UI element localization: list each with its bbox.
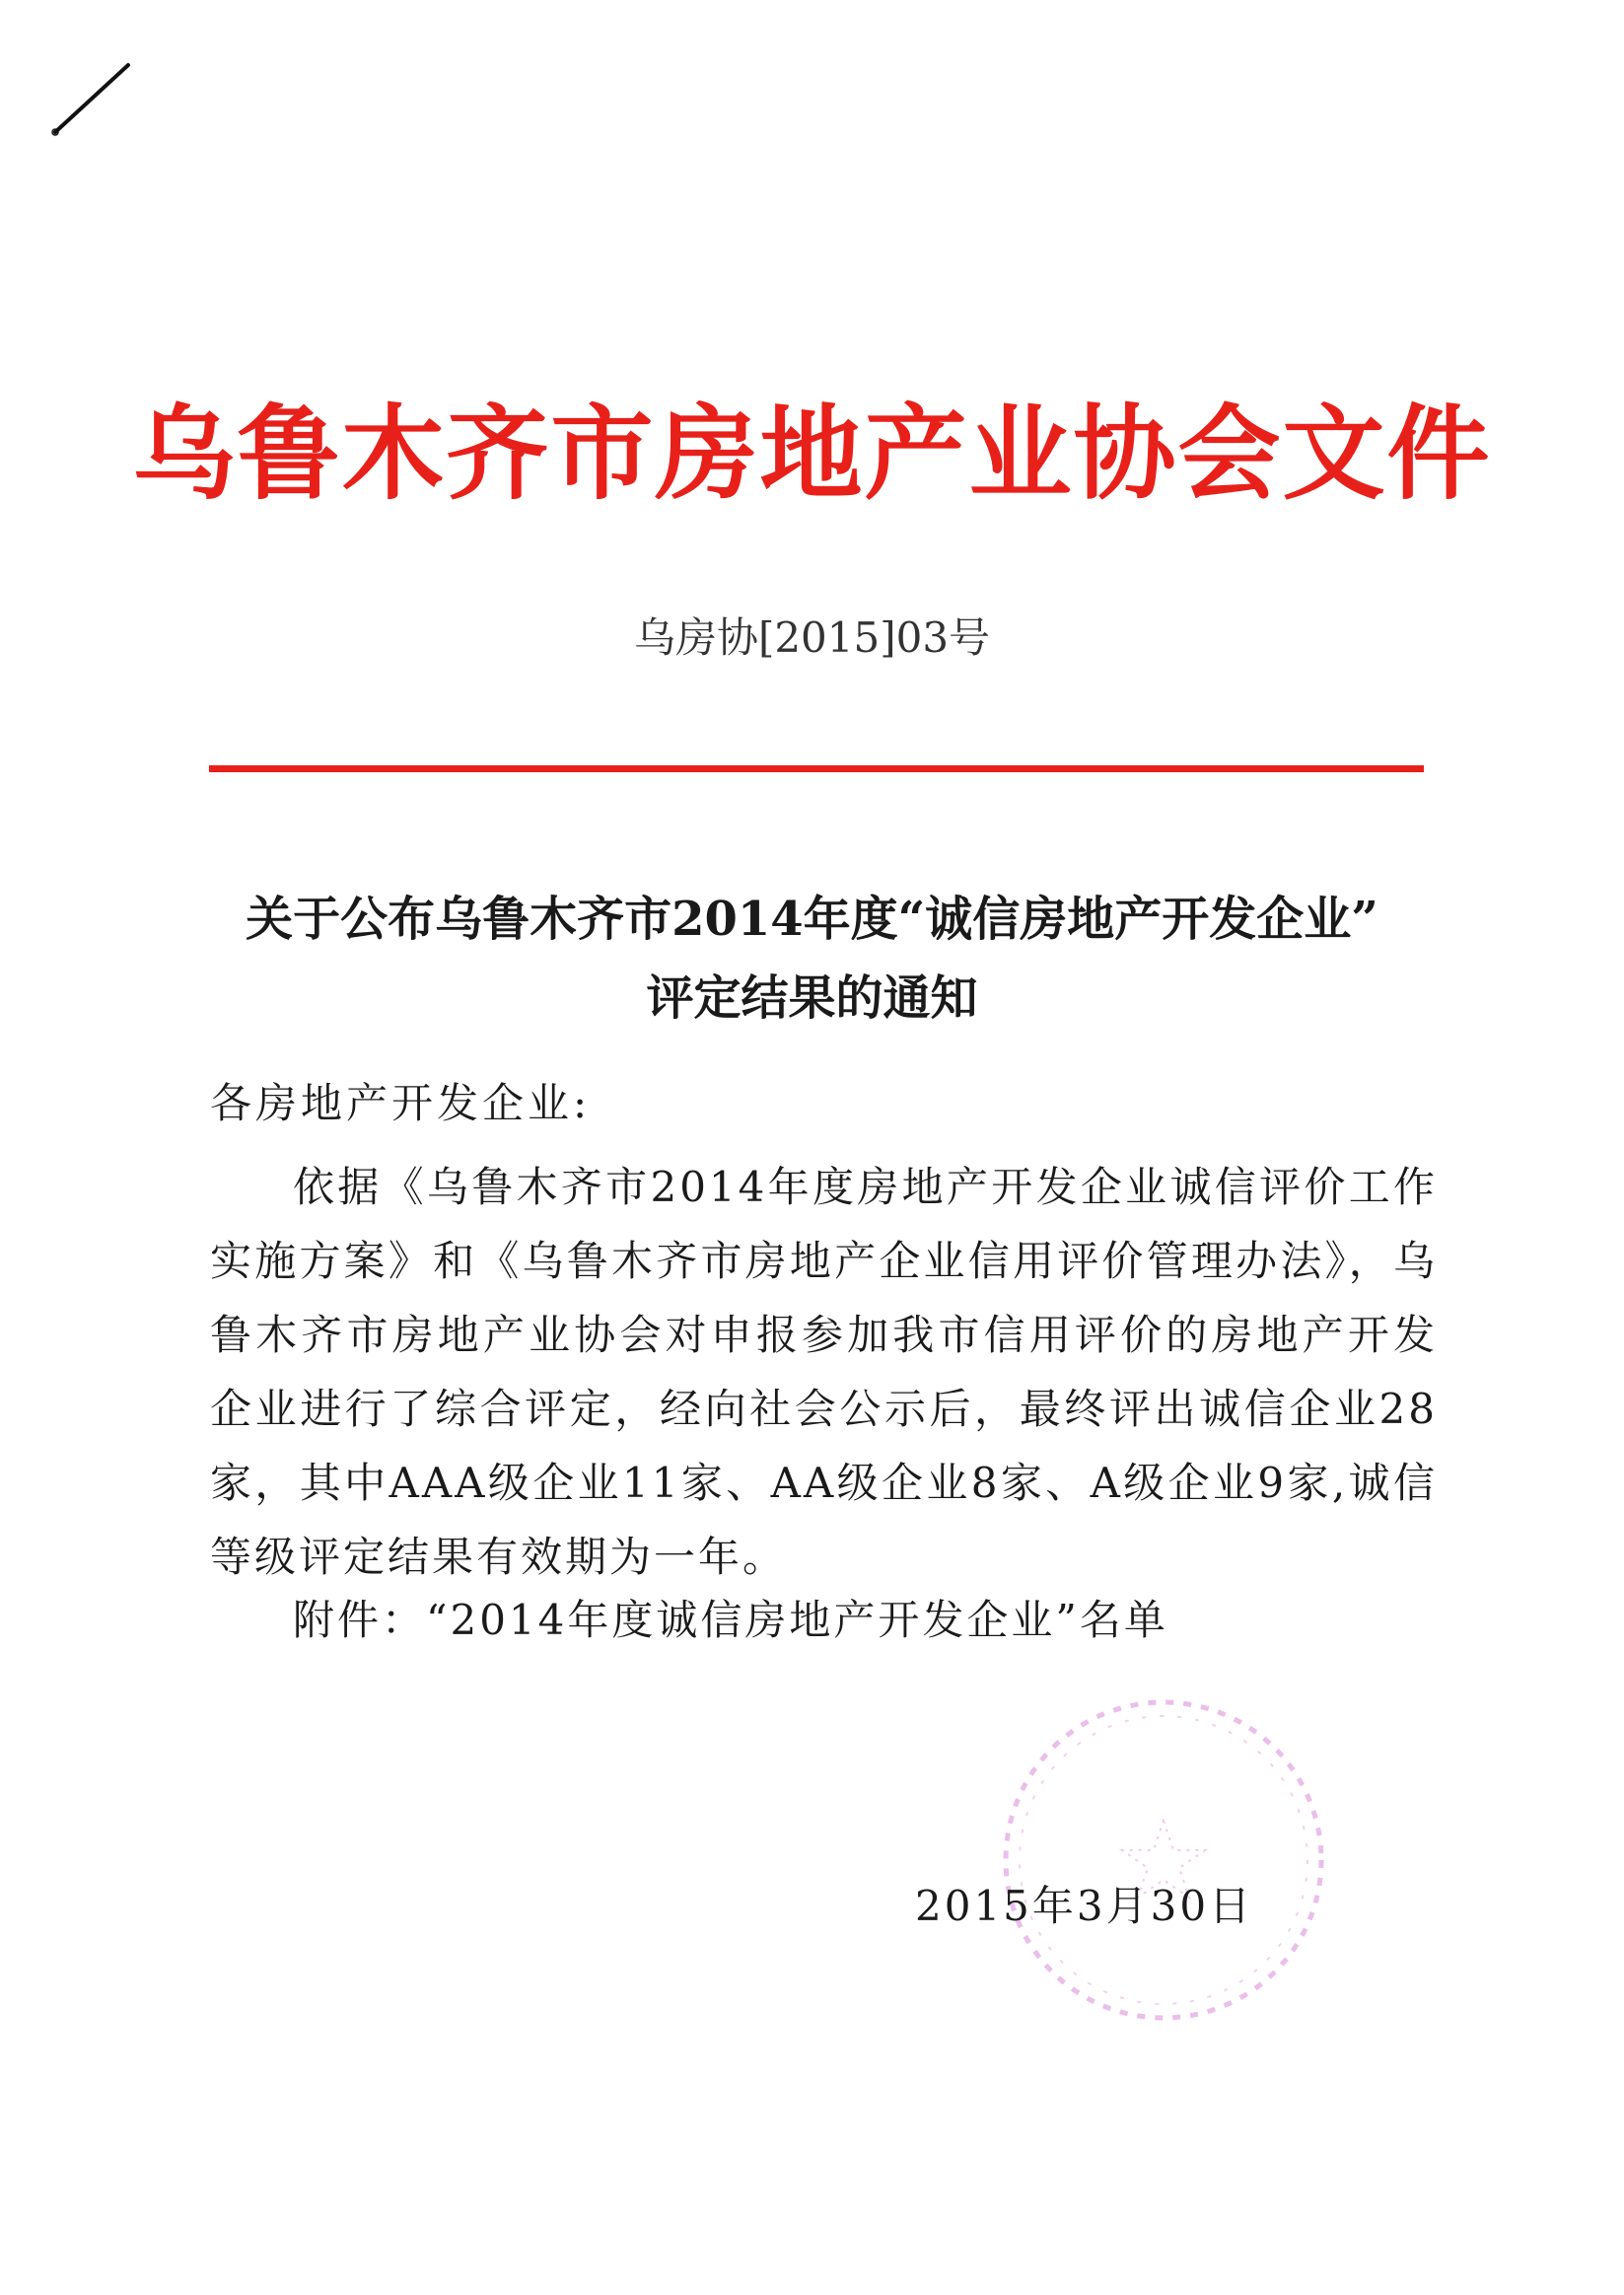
notice-title-line2: 评定结果的通知 <box>646 970 978 1026</box>
document-number: 乌房协[2015]03号 <box>633 613 991 662</box>
red-divider <box>209 765 1424 772</box>
notice-title <box>0 880 1624 1038</box>
notice-body: 依据《乌鲁木齐市2014年度房地产开发企业诚信评价工作实施方案》和《乌鲁木齐市房地产企业信用评价管理办法》，乌鲁木齐市房地产业协会对申报参加我市信用评价的房地产开发企业进行了综合评定，经向社会公示后，最终评出诚信企业28家，其中AAA级企业11家、AA级企业8家、A级企业9家,诚信等级评定结果有效期为一年。 <box>210 1163 1438 1581</box>
issuer-title: 乌鲁木齐市房地产业协会文件 <box>132 393 1492 514</box>
attachment-line: 附件：“2014年度诚信房地产开发企业”名单 <box>293 1596 1168 1644</box>
salutation: 各房地产开发企业: <box>210 1079 592 1127</box>
issue-date: 2015年3月30日 <box>915 1882 1254 1930</box>
notice-title-line1: 关于公布乌鲁木齐市2014年度“诚信房地产开发企业” <box>246 892 1378 947</box>
seal-stamp-icon <box>986 1683 1341 2038</box>
pen-mark-icon <box>43 61 142 140</box>
